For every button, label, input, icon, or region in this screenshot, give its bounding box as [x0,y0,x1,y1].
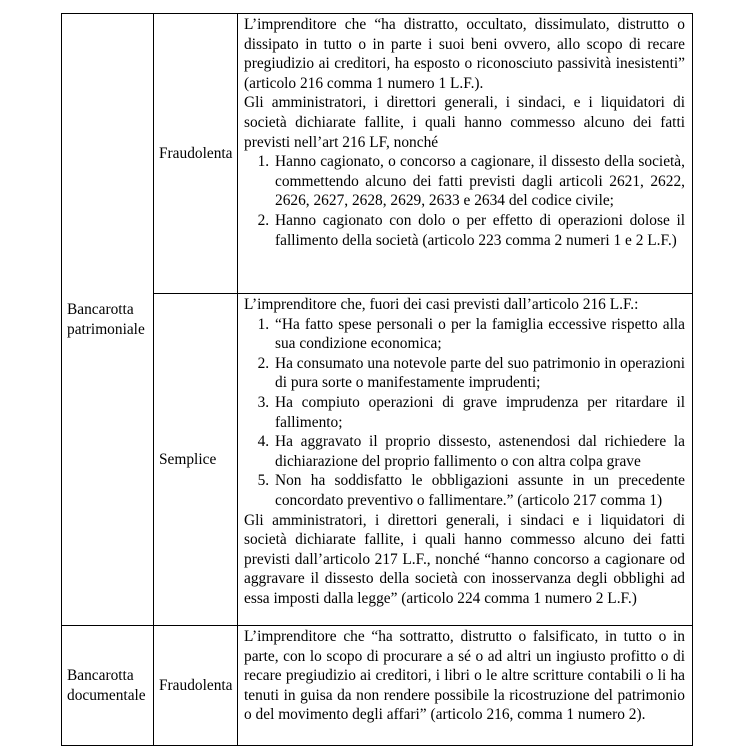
numbered-list [244,315,685,511]
type-cell-fraudolenta-2 [154,626,238,746]
type-cell-fraudolenta-1 [154,14,238,294]
table-row-patrimoniale-fraudolenta [62,14,693,294]
description-cell-patrimoniale-fraudolenta [238,14,693,294]
list-item: 2. Ha consumato una notevole parte del suo patrimonio in operazioni di pura sorte o manifestamente imprudenti; [273,354,685,393]
description-cell-documentale-fraudolenta [238,626,693,746]
category-label: Bancarotta documentale [67,666,146,704]
paragraph: L’imprenditore che “ha distratto, occultato, dissimulato, distrutto o dissipato in tutto o in parte i suoi beni ovvero, allo scopo di recare pregiudizio ai creditori, ha esposto o riconosciuto passività inesistenti” (articolo 216 comma 1 numero 1 L.F.). [244,16,685,92]
list-item: 4. Ha aggravato il proprio dissesto, astenendosi dal richiedere la dichiarazione del proprio fallimento o con altra colpa grave [273,432,685,471]
paragraph: L’imprenditore che, fuori dei casi previsti dall’articolo 216 L.F.: [244,296,639,313]
category-label: Bancarotta patrimoniale [67,300,145,338]
category-cell-bancarotta-patrimoniale [62,14,154,626]
paragraph: Gli amministratori, i direttori generali, i sindaci, e i liquidatori di società dichiarate fallite, i quali hanno commesso alcuno dei fatti previsti nell’art 216 LF, nonché [244,94,685,151]
table-row-documentale-fraudolenta [62,626,693,746]
type-label: Fraudolenta [159,676,233,694]
description-cell-patrimoniale-semplice [238,294,693,626]
numbered-list [244,152,685,250]
list-item: 1. “Ha fatto spese personali o per la famiglia eccessive rispetto alla sua condizione economica; [273,315,685,354]
list-item: 3. Ha compiuto operazioni di grave imprudenza per ritardare il fallimento; [273,393,685,432]
bancarotta-table [61,13,693,746]
list-item: 1. Hanno cagionato, o concorso a cagionare, il dissesto della società, commettendo alcuno dei fatti previsti dagli articoli 2621, 2622, 2626, 2627, 2628, 2629, 2633 e 2634 del codice civile; [273,152,685,211]
type-label: Semplice [159,450,217,468]
table-row-patrimoniale-semplice [62,294,693,626]
paragraph: Gli amministratori, i direttori generali, i sindaci e i liquidatori di società dichiarate fallite, i quali hanno commesso alcuno dei fatti previsti dall’articolo 217 L.F., nonché “hanno concorso a cagionare od aggravare il dissesto della società con inosservanza degli obblighi ad essa imposti dalla legge” (articolo 224 comma 1 numero 2 L.F.) [244,511,685,607]
type-cell-semplice [154,294,238,626]
type-label: Fraudolenta [159,144,233,162]
list-item: 2. Hanno cagionato con dolo o per effetto di operazioni dolose il fallimento della società (articolo 223 comma 2 numeri 1 e 2 L.F.) [273,211,685,250]
category-cell-bancarotta-documentale [62,626,154,746]
list-item: 5. Non ha soddisfatto le obbligazioni assunte in un precedente concordato preventivo o fallimentare.” (articolo 217 comma 1) [273,471,685,510]
paragraph: L’imprenditore che “ha sottratto, distrutto o falsificato, in tutto o in parte, con lo scopo di procurare a sé o ad altri un ingiusto profitto o di recare pregiudizio ai creditori, i libri o le altre scritture contabili o li ha tenuti in guisa da non rendere possibile la ricostruzione del patrimonio o del movimento degli affari” (articolo 216, comma 1 numero 2). [244,628,685,724]
